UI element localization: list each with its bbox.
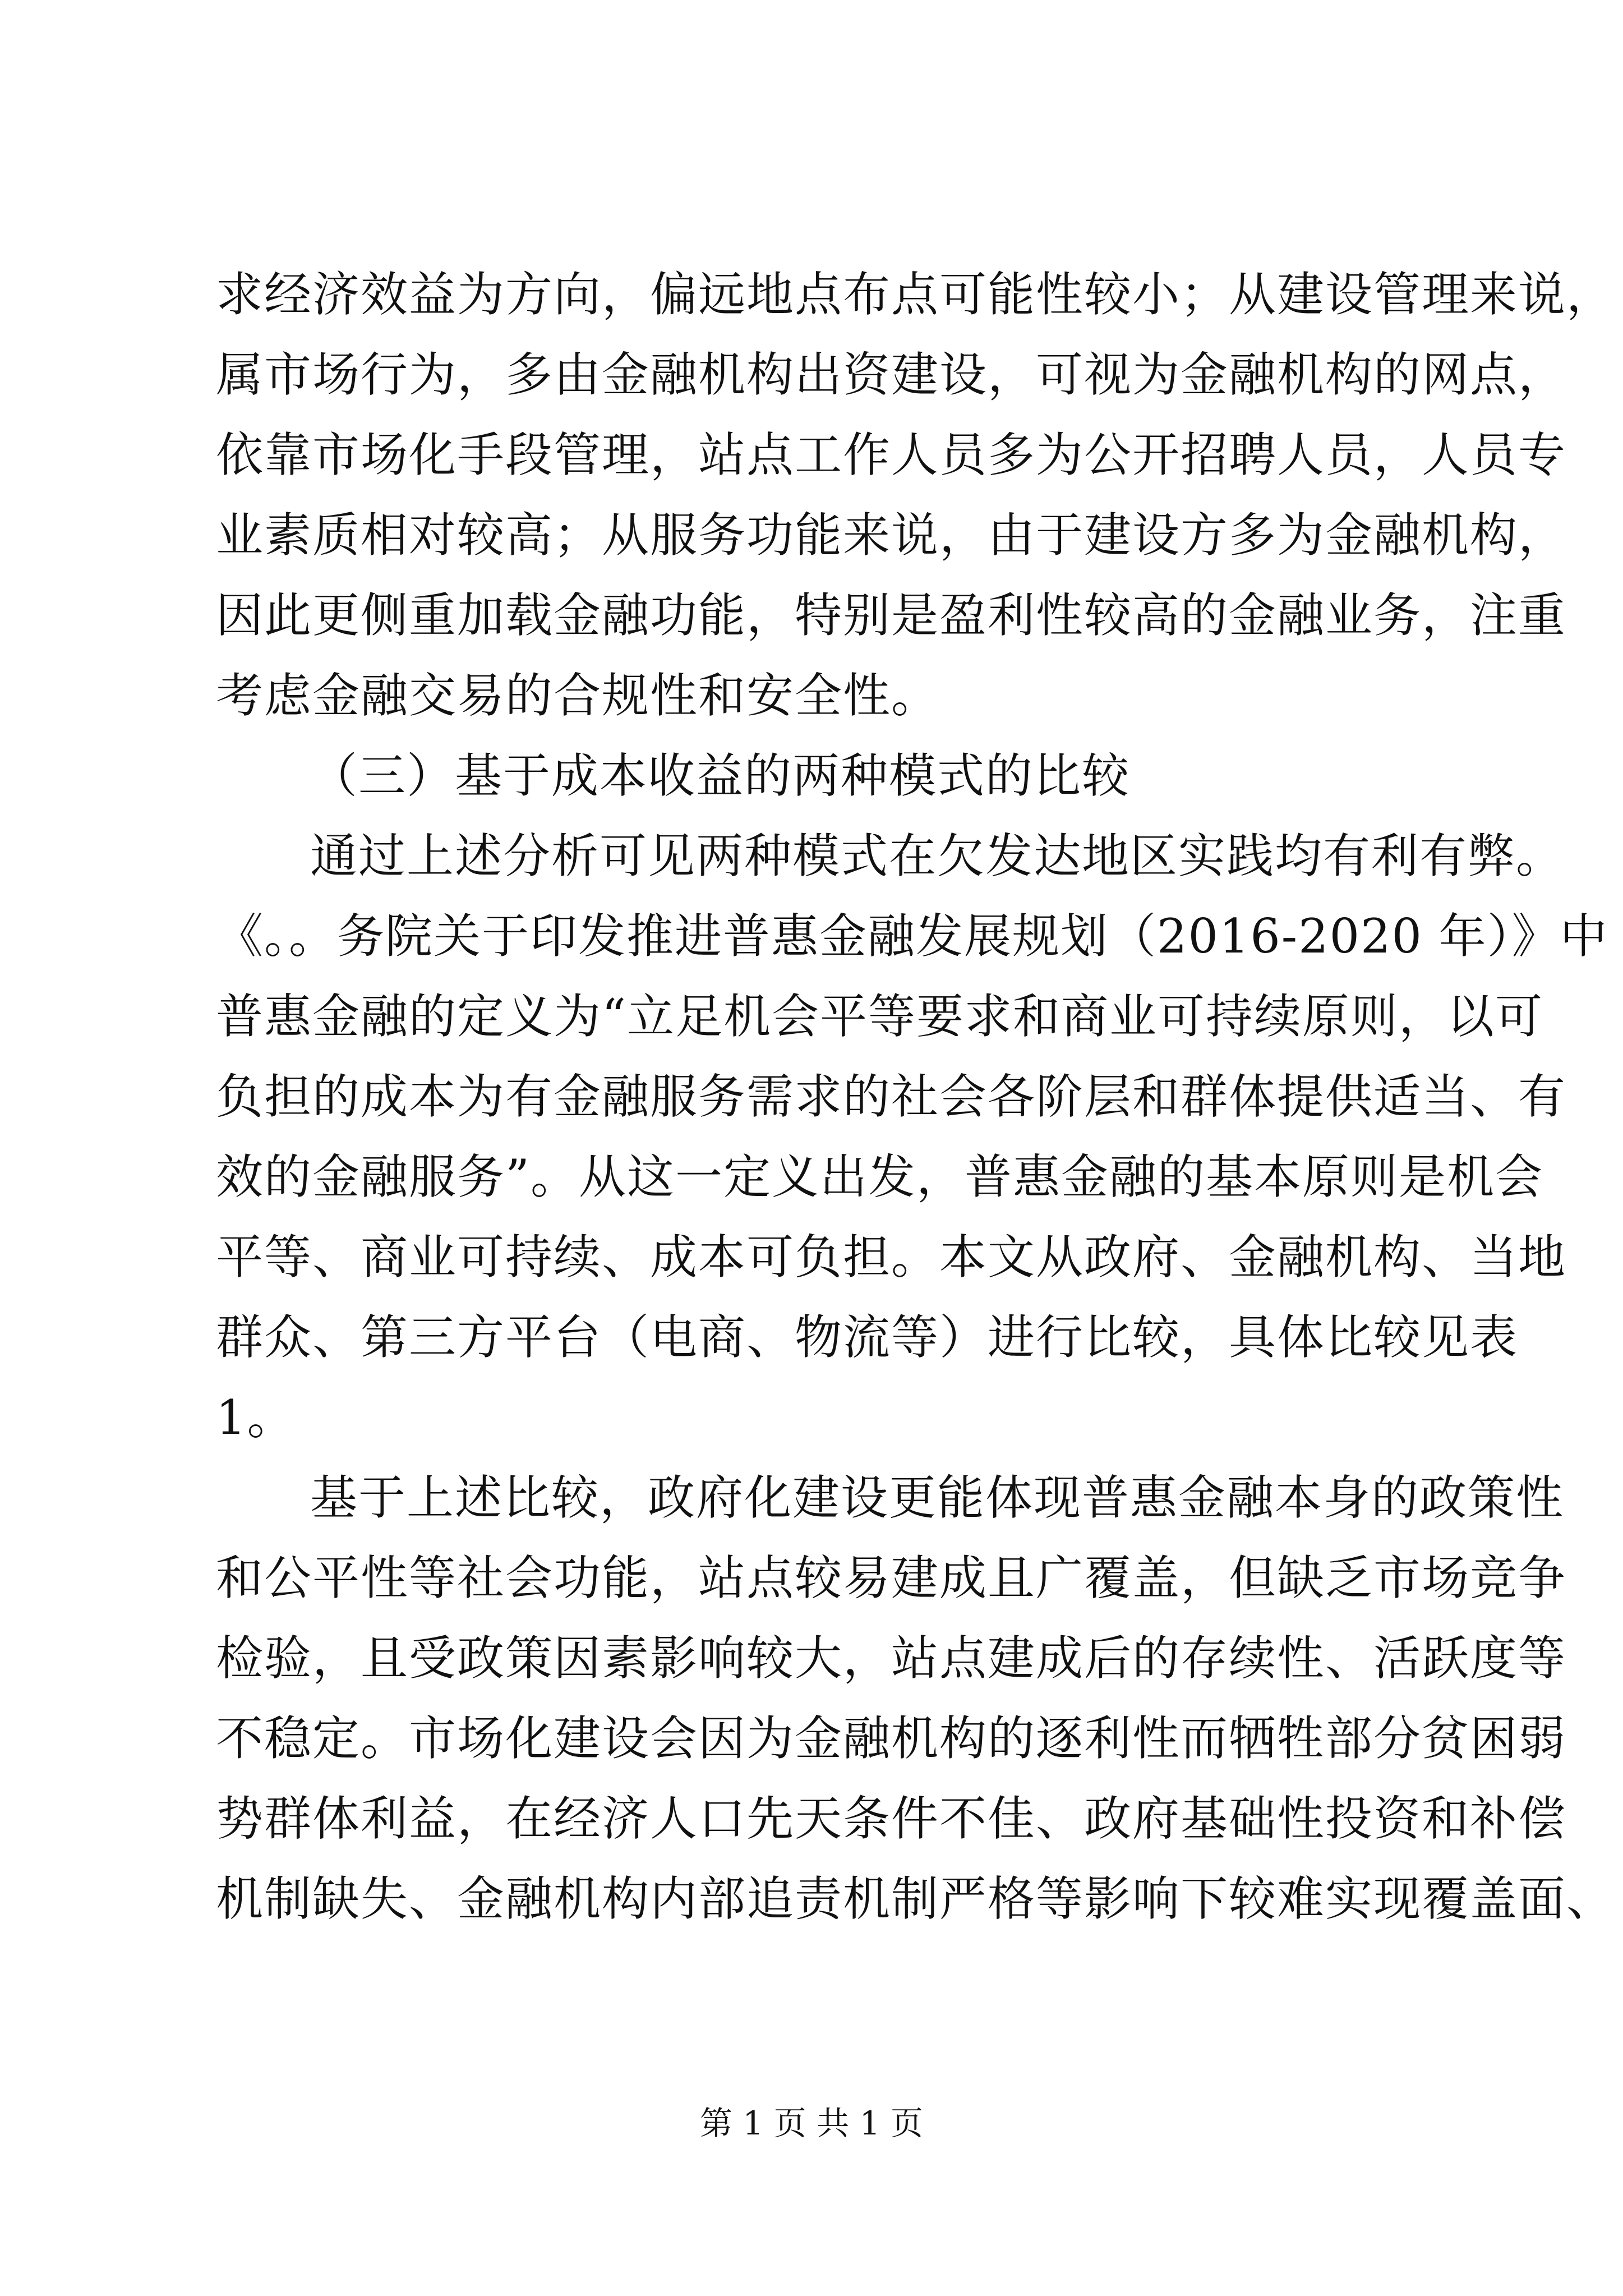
text-line: 依靠市场化手段管理，站点工作人员多为公开招聘人员，人员专 [216, 427, 1567, 482]
text-line: 《。。务院关于印发推进普惠金融发展规划（2016-2020 年）》中 [216, 909, 1608, 964]
text-line: 因此更侧重加载金融功能，特别是盈利性较高的金融业务，注重 [216, 588, 1567, 643]
text-line: 1。 [216, 1390, 296, 1445]
text-line: 效的金融服务”。从这一定义出发，普惠金融的基本原则是机会 [216, 1149, 1543, 1204]
text-line: 考虑金融交易的合规性和安全性。 [216, 668, 940, 723]
page-footer: 第 1 页 共 1 页 [700, 2104, 923, 2142]
text-line: 平等、商业可持续、成本可负担。本文从政府、金融机构、当地 [216, 1230, 1567, 1285]
text-line: 群众、第三方平台（电商、物流等）进行比较，具体比较见表 [216, 1310, 1519, 1365]
text-line: 势群体利益，在经济人口先天条件不佳、政府基础性投资和补偿 [216, 1791, 1567, 1846]
text-line: 基于上述比较，政府化建设更能体现普惠金融本身的政策性 [310, 1470, 1565, 1525]
text-line: 通过上述分析可见两种模式在欠发达地区实践均有利有弊。 [310, 829, 1565, 884]
text-line: 检验，且受政策因素影响较大，站点建成后的存续性、活跃度等 [216, 1631, 1567, 1686]
text-line: 属市场行为，多由金融机构出资建设，可视为金融机构的网点， [216, 347, 1567, 402]
text-line: 负担的成本为有金融服务需求的社会各阶层和群体提供适当、有 [216, 1069, 1567, 1124]
text-line: 机制缺失、金融机构内部追责机制严格等影响下较难实现覆盖面、 [216, 1871, 1615, 1926]
text-line: 业素质相对较高；从服务功能来说，由于建设方多为金融机构， [216, 508, 1567, 563]
text-line: 不稳定。市场化建设会因为金融机构的逐利性而牺牲部分贫困弱 [216, 1711, 1567, 1766]
text-line: 和公平性等社会功能，站点较易建成且广覆盖，但缺乏市场竞争 [216, 1550, 1567, 1605]
text-line: 普惠金融的定义为“立足机会平等要求和商业可持续原则，以可 [216, 989, 1543, 1044]
section-heading: （三）基于成本收益的两种模式的比较 [310, 748, 1131, 803]
text-line: 求经济效益为方向，偏远地点布点可能性较小；从建设管理来说， [216, 267, 1615, 322]
